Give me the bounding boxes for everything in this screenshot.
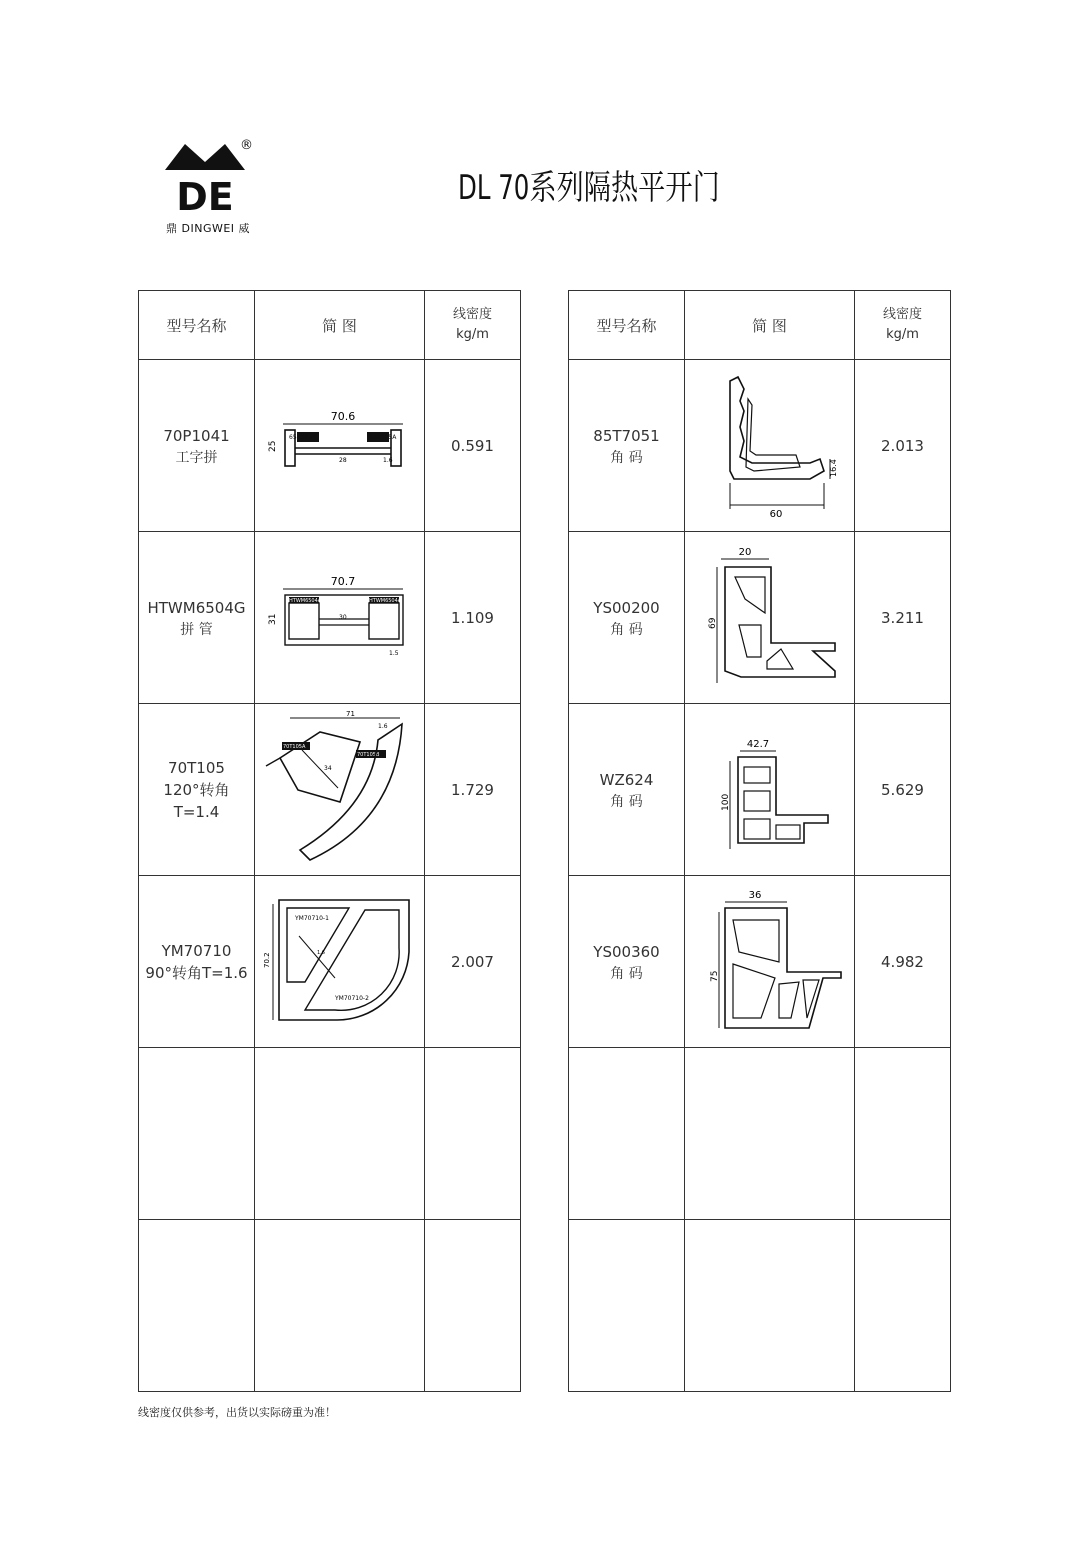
header-model: 型号名称 <box>139 291 255 360</box>
svg-text:YM70710-2: YM70710-2 <box>334 994 369 1002</box>
model-desc: 工字拼 <box>175 449 218 466</box>
registered-mark: ® <box>240 138 253 153</box>
header-density-unit: kg/m <box>456 327 489 342</box>
logo-letters: DE <box>176 175 234 219</box>
density-cell <box>425 704 521 876</box>
model-number: YM70710 <box>161 941 232 960</box>
model-cell <box>569 360 685 532</box>
model-number: 70T105 <box>168 758 225 777</box>
table-row <box>569 704 951 876</box>
model-number: 70P1041 <box>163 426 230 445</box>
table-header-row <box>569 291 951 360</box>
svg-text:69: 69 <box>707 617 718 629</box>
profile-70p1041-diagram <box>265 406 415 486</box>
brand-logo <box>160 132 270 242</box>
density-value: 3.211 <box>881 609 924 627</box>
svg-text:25: 25 <box>267 440 278 452</box>
profile-ys00200-diagram <box>695 543 845 693</box>
header-density <box>855 291 951 360</box>
model-thickness: T=1.4 <box>173 802 220 821</box>
density-cell <box>855 532 951 704</box>
svg-text:71: 71 <box>345 709 355 718</box>
svg-text:75: 75 <box>709 970 720 982</box>
svg-text:60: 60 <box>769 508 782 520</box>
diagram-cell <box>685 704 855 876</box>
svg-text:20: 20 <box>738 546 751 558</box>
diagram-cell <box>685 360 855 532</box>
svg-text:36: 36 <box>748 889 761 901</box>
diagram-cell <box>255 876 425 1048</box>
page-title: DL 70系列隔热平开门 <box>458 168 720 208</box>
empty-row <box>139 1220 521 1392</box>
model-cell <box>139 532 255 704</box>
svg-text:70.2: 70.2 <box>262 951 271 968</box>
density-cell <box>855 876 951 1048</box>
svg-text:31: 31 <box>267 613 278 625</box>
svg-text:HTWM6504A: HTWM6504A <box>368 597 401 604</box>
diagram-cell <box>255 360 425 532</box>
density-value: 2.007 <box>451 953 494 971</box>
table-row <box>139 532 521 704</box>
table-row <box>569 876 951 1048</box>
model-number: WZ624 <box>599 770 654 789</box>
svg-text:65X325A: 65X325A <box>368 433 396 441</box>
svg-text:1.6: 1.6 <box>316 949 325 956</box>
diagram-cell <box>685 532 855 704</box>
model-desc: 角 码 <box>610 793 643 810</box>
density-value: 1.109 <box>451 609 494 627</box>
model-desc: 角 码 <box>610 449 643 466</box>
empty-row <box>569 1048 951 1220</box>
model-cell <box>139 876 255 1048</box>
diagram-cell <box>685 876 855 1048</box>
header-density-label: 线密度 <box>452 307 492 322</box>
table-header-row <box>139 291 521 360</box>
model-number: YS00200 <box>593 598 660 617</box>
density-value: 4.982 <box>881 953 924 971</box>
table-row <box>569 360 951 532</box>
header-model: 型号名称 <box>569 291 685 360</box>
density-cell <box>425 360 521 532</box>
model-number: HTWM6504G <box>147 598 246 617</box>
svg-text:70.6: 70.6 <box>330 409 355 423</box>
svg-text:1.5: 1.5 <box>388 649 399 657</box>
model-desc: 120°转角 <box>163 780 230 799</box>
profile-wz624-diagram <box>700 725 840 855</box>
empty-row <box>139 1048 521 1220</box>
left-spec-table <box>138 290 521 1392</box>
model-desc: 角 码 <box>610 965 643 982</box>
density-cell <box>425 876 521 1048</box>
profile-ys00360-diagram <box>695 882 845 1042</box>
svg-text:1.6: 1.6 <box>377 722 388 730</box>
right-spec-table <box>568 290 951 1392</box>
svg-text:1.6: 1.6 <box>382 456 393 464</box>
header-diagram: 简 图 <box>685 291 855 360</box>
profile-85t7051-diagram <box>700 371 840 521</box>
header-density <box>425 291 521 360</box>
header-diagram: 简 图 <box>255 291 425 360</box>
density-cell <box>855 360 951 532</box>
svg-text:70.7: 70.7 <box>330 574 355 588</box>
model-desc: 90°转角T=1.6 <box>145 963 248 982</box>
diagram-cell <box>255 704 425 876</box>
model-cell <box>569 876 685 1048</box>
brand-caption: 鼎 DINGWEI 威 <box>166 222 251 235</box>
density-cell <box>425 532 521 704</box>
svg-text:HTWM6504A: HTWM6504A <box>288 597 321 604</box>
model-number: YS00360 <box>593 942 660 961</box>
svg-text:16.4: 16.4 <box>828 458 838 477</box>
svg-text:65X325A: 65X325A <box>288 433 316 441</box>
model-cell <box>569 704 685 876</box>
model-cell <box>569 532 685 704</box>
svg-text:70T105A: 70T105A <box>282 743 305 750</box>
svg-text:100: 100 <box>720 793 731 811</box>
svg-text:42.7: 42.7 <box>746 738 769 750</box>
diagram-cell <box>255 532 425 704</box>
profile-htwm6504g-diagram <box>265 573 415 663</box>
density-value: 1.729 <box>451 781 494 799</box>
model-cell <box>139 704 255 876</box>
header-density-unit: kg/m <box>886 327 919 342</box>
table-row <box>569 532 951 704</box>
dingwei-logo-icon <box>160 132 250 218</box>
profile-70t105-diagram <box>260 710 420 870</box>
svg-text:30: 30 <box>338 613 347 621</box>
empty-row <box>569 1220 951 1392</box>
profile-ym70710-diagram <box>262 892 415 1032</box>
table-row <box>139 360 521 532</box>
density-cell <box>855 704 951 876</box>
footnote: 线密度仅供参考，出货以实际磅重为准！ <box>138 1406 336 1419</box>
model-desc: 拼 管 <box>180 621 213 638</box>
model-number: 85T7051 <box>593 426 660 445</box>
model-cell <box>139 360 255 532</box>
model-desc: 角 码 <box>610 621 643 638</box>
density-value: 0.591 <box>451 437 494 455</box>
svg-text:70T105B: 70T105B <box>356 751 379 758</box>
svg-text:28: 28 <box>338 456 347 464</box>
table-row <box>139 876 521 1048</box>
table-row <box>139 704 521 876</box>
header-density-label: 线密度 <box>882 307 922 322</box>
svg-text:34: 34 <box>323 764 332 772</box>
density-value: 2.013 <box>881 437 924 455</box>
svg-text:YM70710-1: YM70710-1 <box>294 914 329 922</box>
density-value: 5.629 <box>881 781 924 799</box>
